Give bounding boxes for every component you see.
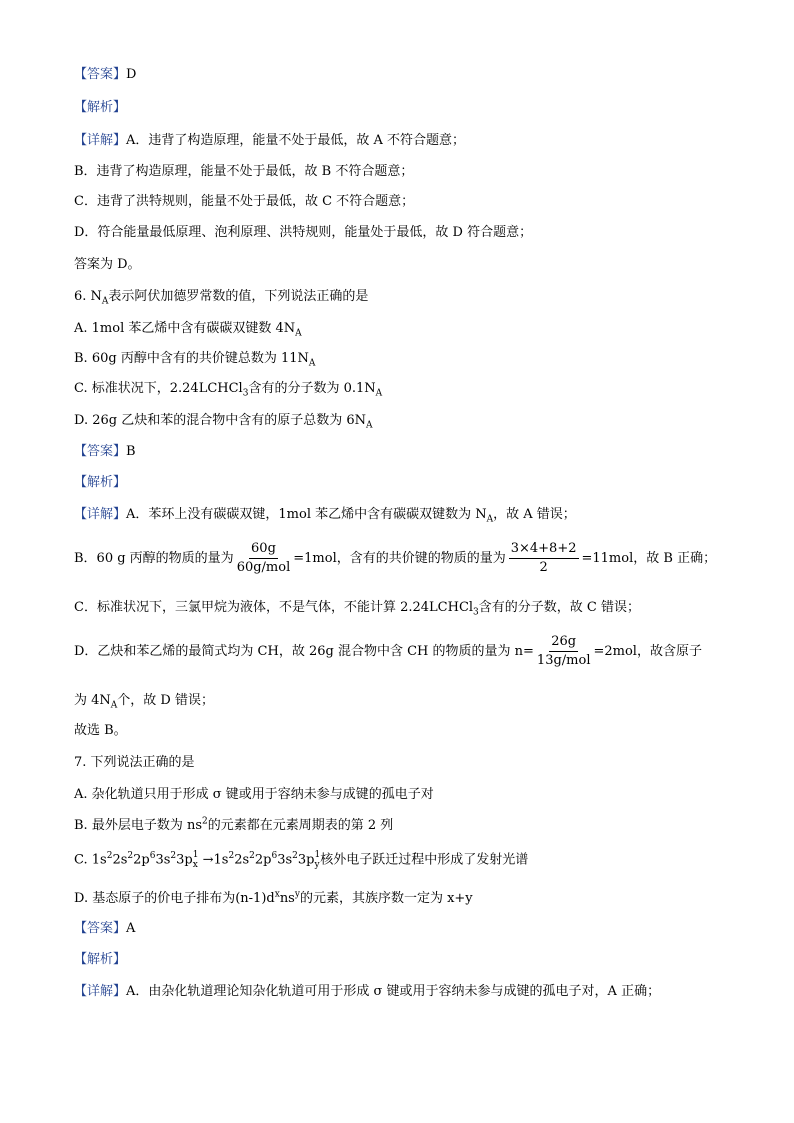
q5-line-a: A．违背了构造原理，能量不处于最低，故 A 不符合题意； xyxy=(126,133,466,148)
detail-tag: 【详解】 xyxy=(74,133,127,148)
q6-opt-c-rest: 含有的分子数为 0.1N xyxy=(248,381,376,396)
q6-explain-b xyxy=(74,540,716,577)
q6-explain-c xyxy=(74,599,640,617)
sup: 2 xyxy=(170,851,177,862)
q7-option-c xyxy=(74,850,528,870)
q7-option-d xyxy=(74,890,473,908)
q6-exp-b-mid: =1mol，含有的共价键的物质的量为 xyxy=(293,551,506,566)
q6-exp-d-post: =2mol，故含原子 xyxy=(593,644,702,659)
q7-opt-b-sup: 2 xyxy=(202,816,208,827)
q6-exp-d-pre: D．乙炔和苯乙烯的最简式均为 CH，故 26g 混合物中含 CH 的物质的量为 n= xyxy=(74,644,534,659)
arrow-1s: →1s xyxy=(202,852,229,868)
orbital-3s: 3s xyxy=(277,852,293,868)
q6-opt-d-sub: A xyxy=(366,420,373,431)
q5-answer-line xyxy=(74,66,136,84)
q6-exp-d2-text: 为 4N xyxy=(74,693,111,708)
sub: y xyxy=(314,860,320,870)
q7-option-b xyxy=(74,817,393,835)
answer-tag: 【答案】 xyxy=(74,921,127,936)
orbital-2p: 2p xyxy=(254,852,272,868)
q5-line-d: D．符合能量最低原理、泡利原理、洪特规则，能量处于最低，故 D 符合题意； xyxy=(74,225,533,240)
q6-exp-c-rest: 含有的分子数，故 C 错误； xyxy=(478,600,640,615)
sup: 2 xyxy=(228,851,235,862)
q6-conclusion: 故选 B。 xyxy=(74,723,127,738)
q6-exp-d2-sub: A xyxy=(110,700,118,711)
q7-opt-d-mid: ns xyxy=(279,891,295,906)
q6-exp-d2-rest: 个，故 D 错误； xyxy=(117,693,214,708)
sup: 2 xyxy=(249,851,255,862)
answer-value: B xyxy=(126,444,136,459)
fraction-ch xyxy=(537,633,591,670)
q6-option-d xyxy=(74,412,373,430)
q6-opt-a-sub: A xyxy=(295,328,302,339)
fraction-numerator: 3×4+8+2 xyxy=(509,540,579,559)
orbital-1s: C. 1s xyxy=(74,852,107,868)
q6-analysis-tag: 【解析】 xyxy=(74,475,127,490)
q6-option-b xyxy=(74,350,315,368)
q6-opt-b-sub: A xyxy=(308,358,316,369)
orbital-2s: 2s xyxy=(112,852,128,868)
q7-stem: 7. 下列说法正确的是 xyxy=(74,755,195,770)
q5-line-b: B．违背了构造原理，能量不处于最低，故 B 不符合题意； xyxy=(74,164,414,179)
fraction-mass xyxy=(237,540,291,577)
q6-option-a xyxy=(74,320,302,338)
answer-tag: 【答案】 xyxy=(74,444,127,459)
orbital-2p: 2p xyxy=(133,852,150,868)
q7-answer-line xyxy=(74,920,135,938)
q6-opt-c-sub3: 3 xyxy=(242,388,249,399)
detail-tag: 【详解】 xyxy=(74,507,127,522)
q7-opt-d-post: 的元素，其族序数一定为 x+y xyxy=(299,891,473,906)
q7-exp-a-text: A．由杂化轨道理论知杂化轨道可用于形成 σ 键或用于容纳未参与成键的孤电子对，A 正确； xyxy=(126,984,661,999)
orbital-3p: 3p xyxy=(297,852,315,868)
q7-opt-d-pre: D. 基态原子的价电子排布为(n-1)d xyxy=(74,891,275,906)
orbital-3s: 3s xyxy=(155,852,171,868)
sub: x xyxy=(192,860,198,870)
sup: x xyxy=(274,889,280,900)
q5-line-c: C．违背了洪特规则，能量不处于最低，故 C 不符合题意； xyxy=(74,194,415,209)
q7-analysis-tag: 【解析】 xyxy=(74,952,127,967)
q6-option-c xyxy=(74,380,382,398)
q6-answer-line xyxy=(74,443,136,461)
fraction-numerator: 26g xyxy=(549,633,578,652)
q6-opt-a-text: A. 1mol 苯乙烯中含有碳碳双键数 4N xyxy=(74,321,296,336)
q5-analysis-tag: 【解析】 xyxy=(74,100,127,115)
orbital-2s: 2s xyxy=(234,852,250,868)
fraction-denominator: 13g/mol xyxy=(536,653,591,668)
fraction-numerator: 60g xyxy=(249,540,278,559)
q5-detail-a xyxy=(74,132,465,150)
q6-explain-d xyxy=(74,633,702,670)
fraction-bonds xyxy=(509,540,579,577)
sup: 2 xyxy=(106,851,113,862)
fraction-denominator: 2 xyxy=(539,560,548,575)
sup: 6 xyxy=(149,851,156,862)
sup: y xyxy=(294,889,300,900)
q6-exp-c-sub: 3 xyxy=(473,607,479,618)
q6-exp-b-post: =11mol，故 B 正确； xyxy=(581,551,717,566)
q6-stem xyxy=(74,288,368,306)
q6-opt-c-suba: A xyxy=(375,388,383,399)
q6-opt-b-text: B. 60g 丙醇中含有的共价键总数为 11N xyxy=(74,351,309,366)
q7-explain-a xyxy=(74,983,660,1001)
q6-stem-sub: A xyxy=(101,296,109,307)
sup: 1 xyxy=(314,850,321,860)
q7-opt-c-post: 核外电子跃迁过程中形成了发射光谱 xyxy=(320,852,529,868)
answer-value: D xyxy=(126,67,137,82)
sup: 2 xyxy=(127,851,134,862)
q6-exp-a-rest: ，故 A 错误； xyxy=(493,507,576,522)
orbital-3p: 3p xyxy=(176,852,193,868)
detail-tag: 【详解】 xyxy=(74,984,127,999)
q6-stem-num: 6. N xyxy=(74,289,102,304)
q5-conclusion: 答案为 D。 xyxy=(74,257,141,272)
sup: 6 xyxy=(271,851,278,862)
q7-opt-b-pre: B. 最外层电子数为 ns xyxy=(74,818,202,833)
q6-exp-b-pre: B．60 g 丙醇的物质的量为 xyxy=(74,551,234,566)
q6-explain-d2 xyxy=(74,692,214,710)
q6-exp-a-text: A．苯环上没有碳碳双键，1mol 苯乙烯中含有碳碳双键数为 N xyxy=(126,507,487,522)
fraction-denominator: 60g/mol xyxy=(236,560,291,575)
stack-1x xyxy=(193,850,199,870)
sup: 1 xyxy=(192,850,199,860)
answer-value: A xyxy=(126,921,136,936)
answer-tag: 【答案】 xyxy=(74,67,127,82)
q7-option-a: A. 杂化轨道只用于形成 σ 键或用于容纳未参与成键的孤电子对 xyxy=(74,787,434,802)
q6-exp-a-sub: A xyxy=(486,514,494,525)
q6-opt-c-text: C. 标准状况下，2.24LCHCl xyxy=(74,381,243,396)
q6-explain-a xyxy=(74,506,576,524)
q6-stem-rest: 表示阿伏加德罗常数的值，下列说法正确的是 xyxy=(108,289,369,304)
q6-opt-d-text: D. 26g 乙炔和苯的混合物中含有的原子总数为 6N xyxy=(74,413,366,428)
q6-exp-c-text: C．标准状况下，三氯甲烷为液体，不是气体，不能计算 2.24LCHCl xyxy=(74,600,474,615)
q7-opt-b-post: 的元素都在元素周期表的第 2 列 xyxy=(207,818,394,833)
sup: 2 xyxy=(292,851,298,862)
